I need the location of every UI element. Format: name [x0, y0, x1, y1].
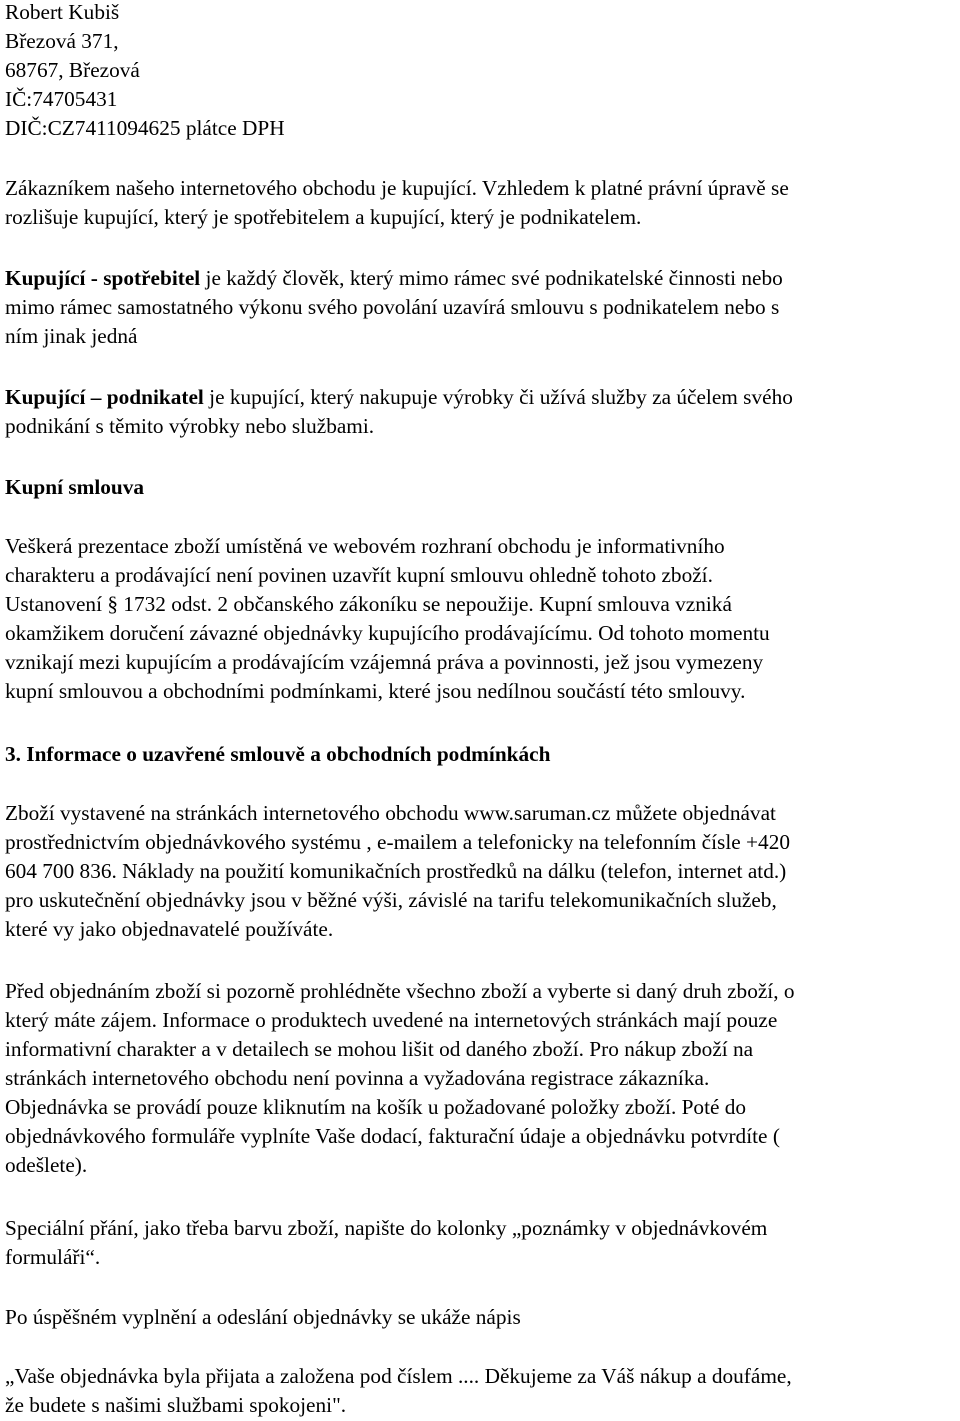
contract-heading-text: Kupní smlouva — [5, 475, 145, 499]
before-order-line: odešlete). — [5, 1153, 88, 1177]
special-wishes-line: formuláři“. — [5, 1245, 101, 1269]
contract-heading — [5, 473, 144, 502]
ordering-paragraph — [5, 799, 790, 944]
section-3-heading — [5, 740, 550, 769]
before-order-line: Před objednáním zboží si pozorně prohlédněte všechno zboží a vyberte si daný druh zboží, o — [5, 979, 795, 1003]
ordering-line: které vy jako objednavatelé používáte. — [5, 917, 334, 941]
before-order-line: Objednávka se provádí pouze kliknutím na košík u požadované položky zboží. Poté do — [5, 1095, 747, 1119]
seller-city: 68767, Březová — [5, 58, 140, 82]
confirmation-paragraph — [5, 1362, 792, 1420]
confirmation-line: „Vaše objednávka byla přijata a založena pod číslem .... Děkujeme za Váš nákup a doufáme, — [5, 1364, 792, 1388]
intro-paragraph — [5, 174, 789, 232]
consumer-line: ním jinak jedná — [5, 324, 138, 348]
contract-line: vznikají mezi kupujícím a prodávajícím vzájemná práva a povinnosti, jež jsou vymezeny — [5, 650, 764, 674]
business-term: Kupující – podnikatel — [5, 385, 204, 409]
ordering-line: prostřednictvím objednávkového systému , e-mailem a telefonicky na telefonním čísle +420 — [5, 830, 790, 854]
contract-line: kupní smlouvou a obchodními podmínkami, které jsou nedílnou součástí této smlouvy. — [5, 679, 746, 703]
seller-dic: DIČ:CZ7411094625 plátce DPH — [5, 116, 285, 140]
section-3-heading-text: 3. Informace o uzavřené smlouvě a obchodních podmínkách — [5, 742, 551, 766]
consumer-line: mimo rámec samostatného výkonu svého povolání uzavírá smlouvu s podnikatelem nebo s — [5, 295, 780, 319]
intro-line: rozlišuje kupující, který je spotřebitelem a kupující, který je podnikatelem. — [5, 205, 642, 229]
before-order-line: objednávkového formuláře vyplníte Vaše dodací, fakturační údaje a objednávku potvrdíte ( — [5, 1124, 780, 1148]
consumer-text: je každý člověk, který mimo rámec své podnikatelské činnosti nebo — [200, 266, 783, 290]
ordering-line: 604 700 836. Náklady na použití komunikačních prostředků na dálku (telefon, internet atd.) — [5, 859, 787, 883]
contract-line: Veškerá prezentace zboží umístěná ve webovém rozhraní obchodu je informativního — [5, 534, 725, 558]
business-line — [5, 383, 793, 412]
seller-ic: IČ:74705431 — [5, 87, 118, 111]
consumer-definition — [5, 264, 783, 351]
special-wishes-line: Speciální přání, jako třeba barvu zboží, napište do kolonky „poznámky v objednávkovém — [5, 1216, 768, 1240]
after-submit-line: Po úspěšném vyplnění a odeslání objednávky se ukáže nápis — [5, 1305, 521, 1329]
seller-address — [5, 0, 285, 143]
ordering-line: pro uskutečnění objednávky jsou v běžné výši, závislé na tarifu telekomunikačních služeb, — [5, 888, 777, 912]
seller-name: Robert Kubiš — [5, 0, 120, 24]
before-order-line: který máte zájem. Informace o produktech uvedené na internetových stránkách mají pouze — [5, 1008, 778, 1032]
business-line: podnikání s těmito výrobky nebo službami. — [5, 414, 375, 438]
business-text: je kupující, který nakupuje výrobky či užívá služby za účelem svého — [203, 385, 793, 409]
special-wishes-paragraph — [5, 1214, 767, 1272]
after-submit-paragraph — [5, 1303, 521, 1332]
contract-line: charakteru a prodávající není povinen uzavřít kupní smlouvu ohledně tohoto zboží. — [5, 563, 713, 587]
ordering-line: Zboží vystavené na stránkách internetového obchodu www.saruman.cz můžete objednávat — [5, 801, 776, 825]
contract-line: okamžikem doručení závazné objednávky kupujícího prodávajícímu. Od tohoto momentu — [5, 621, 770, 645]
seller-street: Březová 371, — [5, 29, 119, 53]
consumer-term: Kupující - spotřebitel — [5, 266, 201, 290]
intro-line: Zákazníkem našeho internetového obchodu je kupující. Vzhledem k platné právní úpravě se — [5, 176, 789, 200]
contract-line: Ustanovení § 1732 odst. 2 občanského zákoníku se nepoužije. Kupní smlouva vzniká — [5, 592, 732, 616]
confirmation-line: že budete s našimi službami spokojeni". — [5, 1393, 347, 1417]
before-order-line: informativní charakter a v detailech se mohou lišit od daného zboží. Pro nákup zboží na — [5, 1037, 754, 1061]
consumer-line — [5, 264, 783, 293]
contract-paragraph — [5, 532, 770, 706]
before-order-line: stránkách internetového obchodu není povinna a vyžadována registrace zákazníka. — [5, 1066, 710, 1090]
before-order-paragraph — [5, 977, 795, 1180]
business-definition — [5, 383, 793, 441]
